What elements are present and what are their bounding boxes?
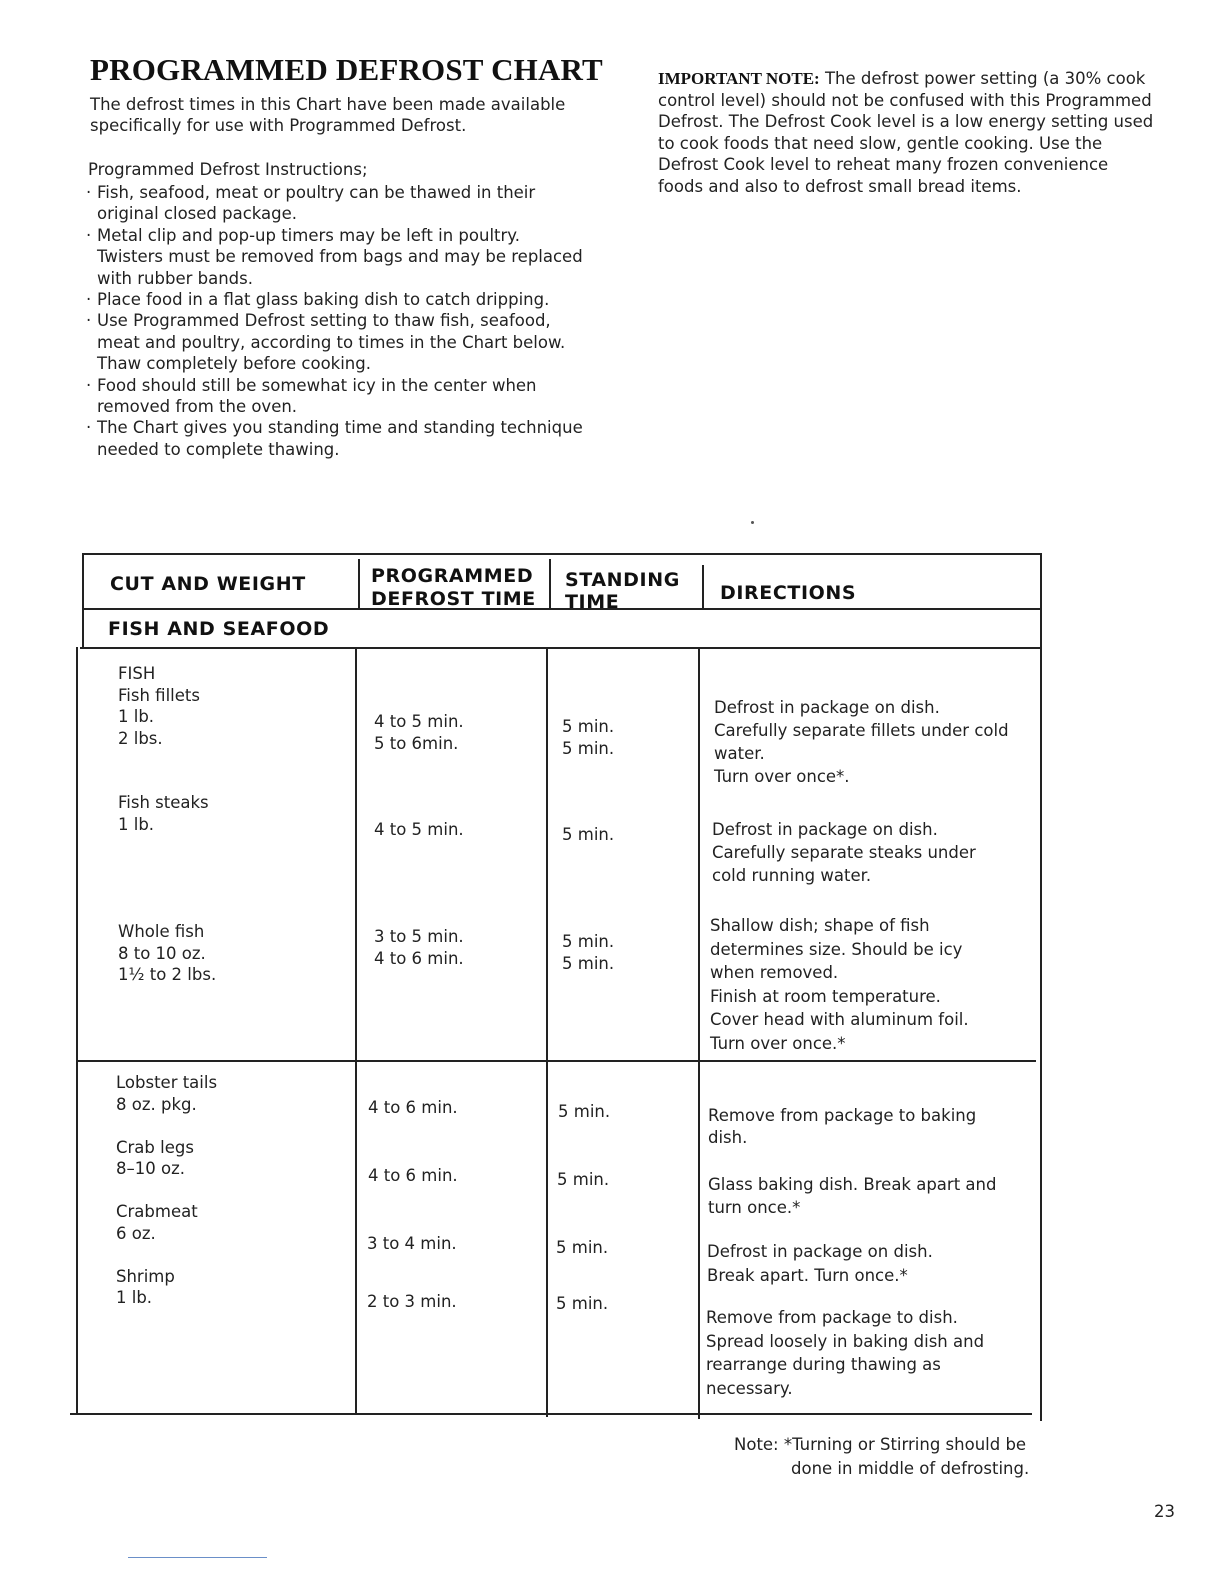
header-bottom-border — [82, 608, 1042, 610]
fish-standing-time: 5 min. 5 min. 5 min. 5 min. 5 min. — [562, 717, 615, 973]
fish-steaks-directions: Defrost in package on dish. Carefully separate steaks under cold running water. — [712, 820, 976, 885]
stray-mark — [751, 521, 754, 524]
bottom-rule — [128, 1557, 267, 1558]
important-note-lead: IMPORTANT NOTE: — [658, 69, 820, 88]
seafood-cut-weight: Lobster tails 8 oz. pkg. Crab legs 8–10 oz. Crabmeat 6 oz. Shrimp 1 lb. — [116, 1073, 218, 1307]
important-note — [658, 68, 1158, 197]
turning-footnote — [734, 1433, 1034, 1481]
whole-fish-directions: Shallow dish; shape of fish determines size. Should be icy when removed. Finish at room temperature. Cover head with aluminum foil. Turn over once.* — [710, 916, 969, 1053]
header-defrost-time: DEFROST TIME — [371, 588, 536, 610]
page-number: 23 — [1154, 1502, 1175, 1521]
col-divider-1-body — [355, 647, 357, 1413]
instructions-list — [86, 182, 586, 460]
header-directions: DIRECTIONS — [720, 582, 857, 604]
instruction-item: · Use Programmed Defrost setting to thaw fish, seafood, meat and poultry, according to times in the Chart below. Thaw completely before cooking. — [86, 310, 586, 374]
instruction-item: · Metal clip and pop-up timers may be left in poultry. Twisters must be removed from bags and may be replaced with rubber bands. — [86, 225, 586, 289]
header-programmed: PROGRAMMED — [371, 565, 534, 587]
fish-cut-weight: FISH Fish fillets 1 lb. 2 lbs. Fish steaks 1 lb. Whole fish 8 to 10 oz. 1½ to 2 lbs. — [118, 664, 217, 984]
instruction-item: · The Chart gives you standing time and standing technique needed to complete thawing. — [86, 417, 586, 460]
table-top-border — [82, 553, 1042, 555]
left-border-body — [76, 647, 78, 1413]
header-cut-weight: CUT AND WEIGHT — [110, 573, 306, 595]
crabmeat-time: 3 to 4 min. — [367, 1234, 457, 1253]
fish-fillets-directions: Defrost in package on dish. Carefully separate fillets under cold water. Turn over once*. — [714, 698, 1009, 786]
instruction-item: · Food should still be somewhat icy in the center when removed from the oven. — [86, 375, 586, 418]
col-divider-2-body — [546, 647, 548, 1417]
important-note-text: The defrost power setting (a 30% cook control level) should not be confused with this Programmed Defrost. The Defrost Cook level is a low energy setting used to cook foods that need slow, gentle cooking. Use the Defrost Cook level to reheat many frozen convenience foods and also to defrost small bread items. — [658, 69, 1154, 196]
lobster-time: 4 to 6 min. — [368, 1098, 458, 1117]
instruction-item: · Place food in a flat glass baking dish to catch dripping. — [86, 289, 586, 310]
footnote-line-2: done in middle of defrosting. — [791, 1459, 1030, 1478]
section-bottom-border — [80, 647, 1042, 649]
crab-legs-directions: Glass baking dish. Break apart and turn once.* — [708, 1175, 997, 1217]
header-time: TIME — [565, 591, 620, 613]
intro-paragraph: The defrost times in this Chart have been made available specifically for use with Programmed Defrost. — [90, 95, 566, 135]
lobster-directions: Remove from package to baking dish. — [708, 1106, 977, 1147]
group-divider — [76, 1060, 1036, 1062]
header-standing: STANDING — [565, 569, 680, 591]
col-divider-3-body — [698, 647, 700, 1419]
footnote-line-1: Note: *Turning or Stirring should be — [734, 1435, 1027, 1454]
crab-legs-time: 4 to 6 min. — [368, 1166, 458, 1185]
chart-title: PROGRAMMED DEFROST CHART — [90, 52, 603, 87]
right-border — [1040, 553, 1042, 1421]
instructions-heading: Programmed Defrost Instructions; — [88, 160, 368, 179]
left-border — [82, 553, 84, 647]
section-fish-seafood: FISH AND SEAFOOD — [108, 618, 330, 640]
lobster-standing: 5 min. — [558, 1102, 611, 1121]
table-bottom-border — [70, 1413, 1032, 1415]
defrost-table — [70, 553, 1042, 1423]
fish-defrost-time: 4 to 5 min. 5 to 6min. 4 to 5 min. 3 to 5 min. 4 to 6 min. — [374, 712, 464, 968]
col-divider-3 — [702, 565, 704, 609]
shrimp-standing: 5 min. — [556, 1294, 609, 1313]
instruction-item: · Fish, seafood, meat or poultry can be thawed in their original closed package. — [86, 182, 586, 225]
shrimp-time: 2 to 3 min. — [367, 1292, 457, 1311]
shrimp-directions: Remove from package to dish. Spread loosely in baking dish and rearrange during thawing as necessary. — [706, 1308, 985, 1398]
col-divider-1 — [358, 559, 360, 609]
crabmeat-standing: 5 min. — [556, 1238, 609, 1257]
crab-legs-standing: 5 min. — [557, 1170, 610, 1189]
col-divider-2 — [549, 559, 551, 609]
crabmeat-directions: Defrost in package on dish. Break apart. Turn once.* — [707, 1242, 933, 1285]
